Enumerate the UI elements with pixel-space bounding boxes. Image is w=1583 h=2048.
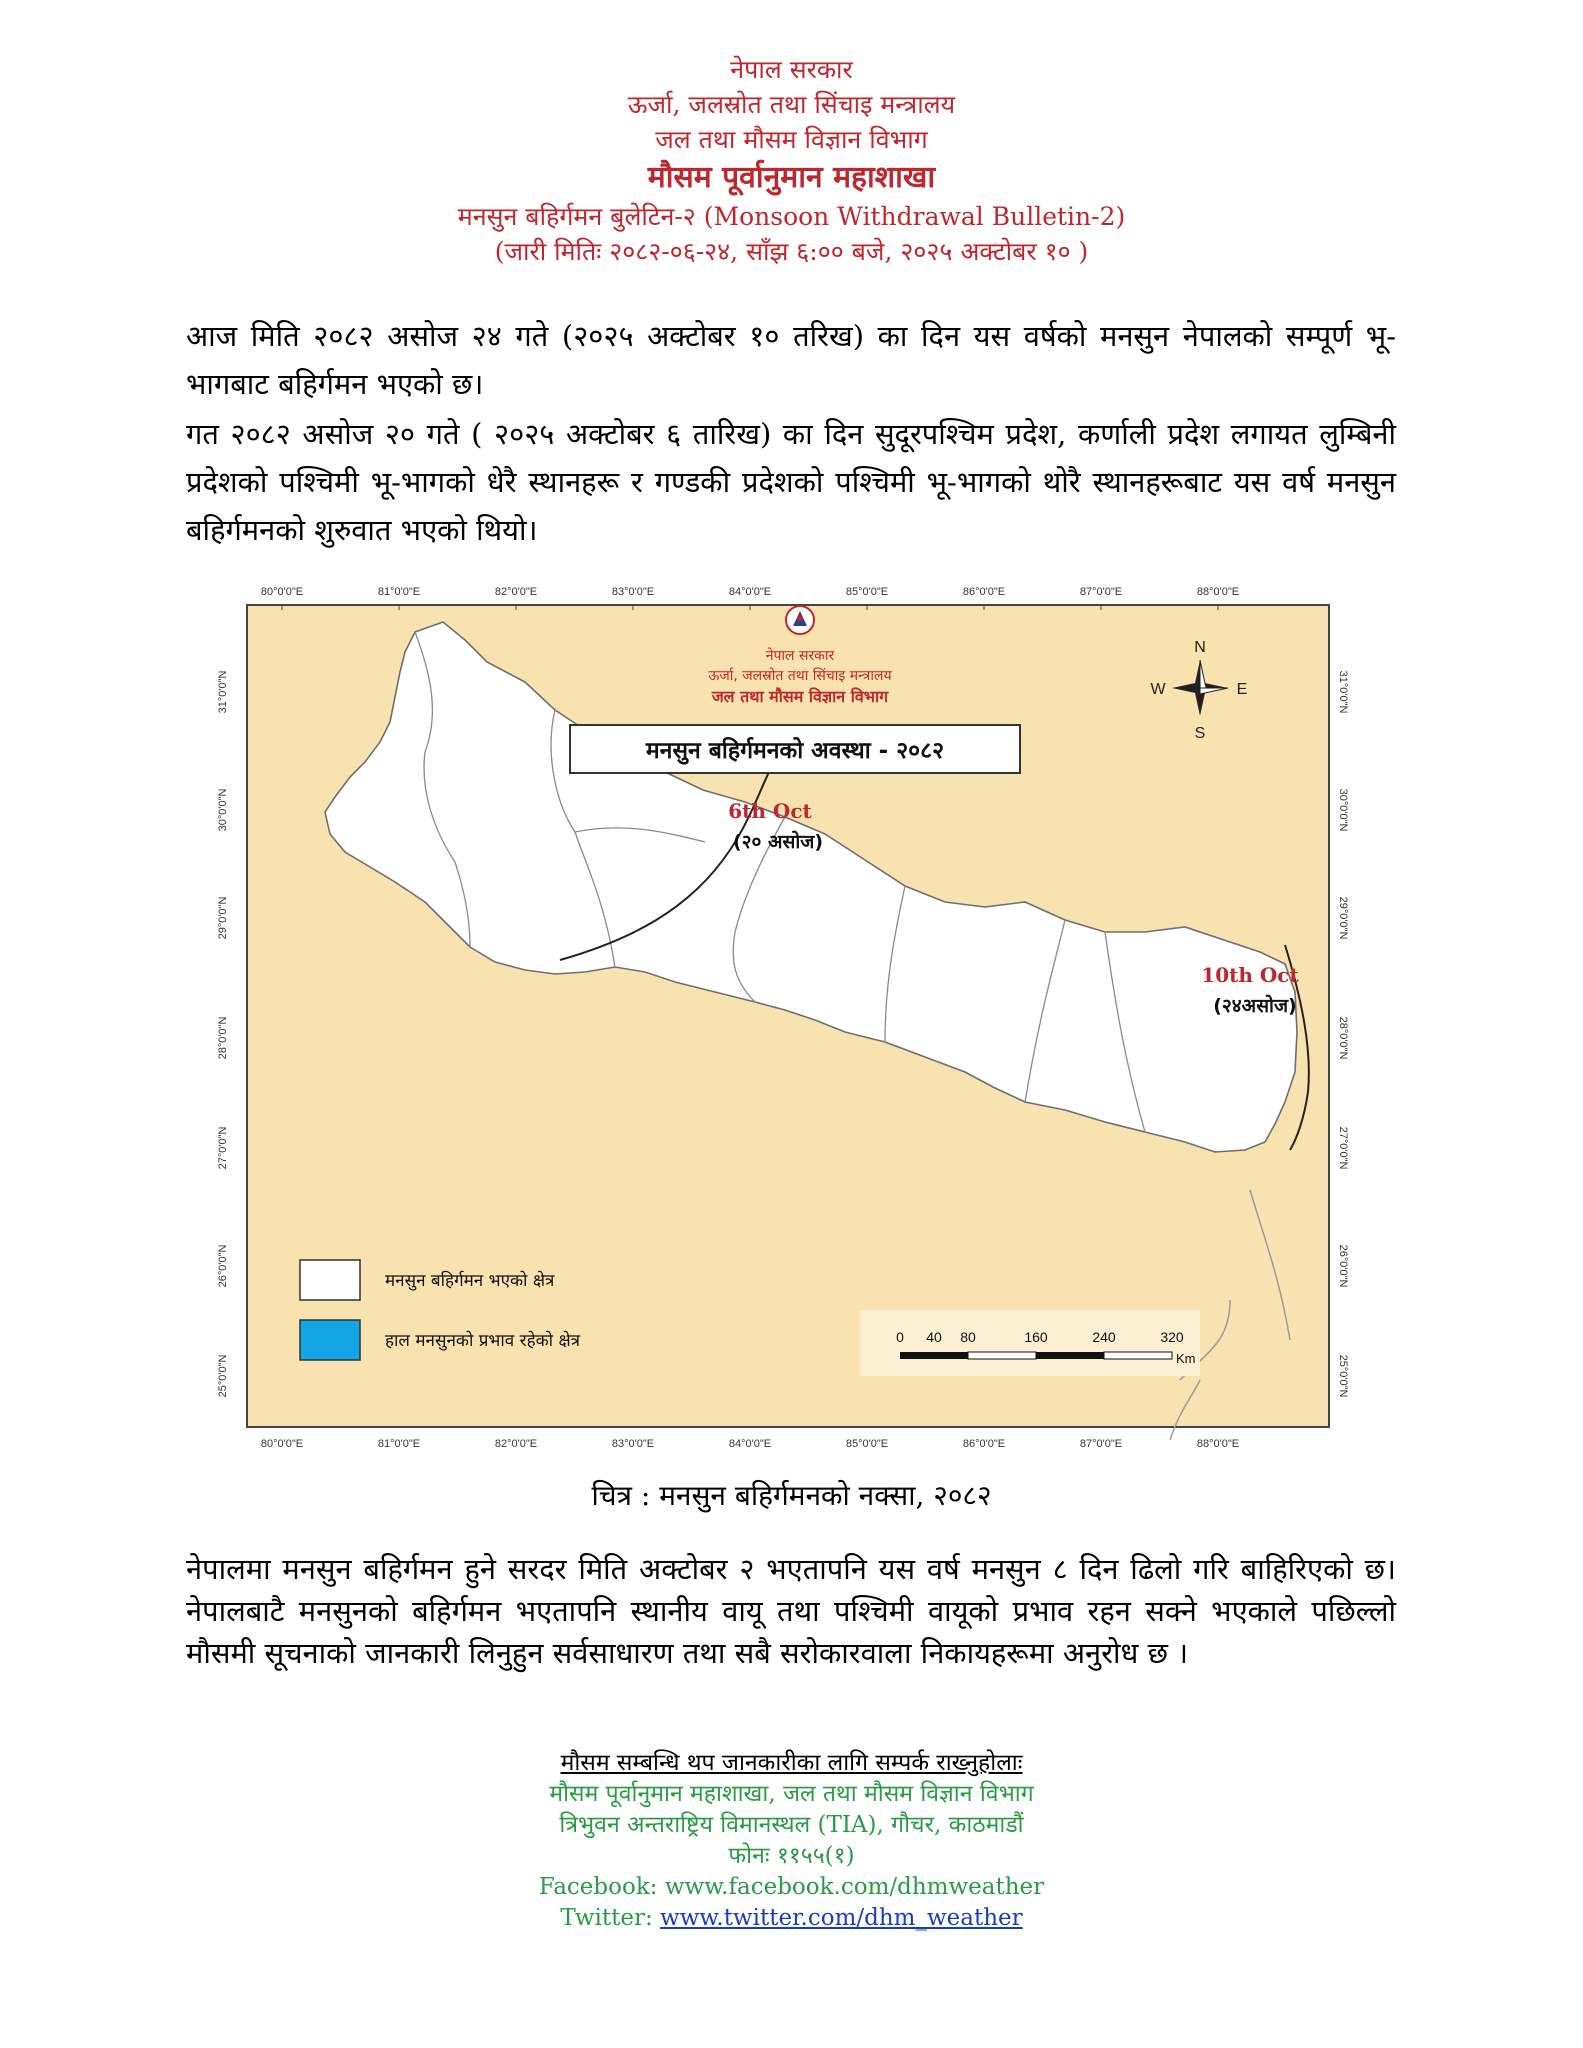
twitter-label: Twitter: xyxy=(560,1905,661,1931)
contact-footer xyxy=(0,1748,1583,1934)
paragraph-delay-advisory: नेपालमा मनसुन बहिर्गमन हुने सरदर मिति अक्टोबर २ भएतापनि यस वर्ष मनसुन ८ दिन ढिलो गरि बाहिरिएको छ। नेपालबाटै मनसुनको बहिर्गमन भएतापनि स्थानीय वायू तथा पश्चिमी वायूको प्रभाव रहन सक्ने भएकाले पछिल्लो मौसमी सूचनाको जानकारी लिनुहुन सर्वसाधारण तथा सबै सरोकारवाला निकायहरूमा अनुरोध छ । xyxy=(186,1552,1396,1670)
paragraph-withdrawal-start: गत २०८२ असोज २० गते ( २०२५ अक्टोबर ६ तारिख) का दिन सुदूरपश्चिम प्रदेश, कर्णाली प्रदेश लगायत लुम्बिनी प्रदेशको पश्चिमी भू-भागको धेरै स्थानहरू र गण्डकी प्रदेशको पश्चिमी भू-भागको थोरै स्थानहरूबाट यस वर्ष मनसुन बहिर्गमनको शुरुवात भएको थियो। xyxy=(186,417,1396,547)
lat-tick-left: 31°0'0"N xyxy=(217,670,229,714)
lat-tick-left: 25°0'0"N xyxy=(217,1354,229,1398)
lat-tick-right: 25°0'0"N xyxy=(1337,1354,1349,1398)
lon-tick-bottom: 84°0'0"E xyxy=(728,1438,772,1450)
lat-tick-left: 27°0'0"N xyxy=(217,1126,229,1170)
lon-tick-bottom: 88°0'0"E xyxy=(1196,1438,1240,1450)
svg-text:240: 240 xyxy=(1092,1329,1116,1345)
svg-text:W: W xyxy=(1150,681,1166,698)
lon-tick-bottom: 86°0'0"E xyxy=(962,1438,1006,1450)
svg-text:160: 160 xyxy=(1024,1329,1048,1345)
lat-tick-right: 31°0'0"N xyxy=(1337,670,1349,714)
monsoon-withdrawal-map xyxy=(170,580,1410,1480)
government-emblem-icon xyxy=(786,606,814,634)
issue-date: (जारी मितिः २०८२-०६-२४, साँझ ६:०० बजे, २०२५ अक्टोबर १० ) xyxy=(494,237,1089,266)
contact-twitter xyxy=(0,1903,1583,1934)
contact-address: त्रिभुवन अन्तराष्ट्रिय विमानस्थल (TIA), गौचर, काठमाडौं xyxy=(559,1812,1024,1838)
lon-tick-bottom: 85°0'0"E xyxy=(845,1438,889,1450)
lon-tick-top: 87°0'0"E xyxy=(1079,586,1123,598)
header-division: मौसम पूर्वानुमान महाशाखा xyxy=(647,160,936,195)
lat-tick-right: 29°0'0"N xyxy=(1337,896,1349,940)
lon-tick-bottom: 80°0'0"E xyxy=(260,1438,304,1450)
contact-office: मौसम पूर्वानुमान महाशाखा, जल तथा मौसम विज्ञान विभाग xyxy=(549,1781,1034,1807)
date-label-10-oct: 10th Oct xyxy=(1201,963,1299,987)
header-ministry: ऊर्जा, जलस्रोत तथा सिंचाइ मन्त्रालय xyxy=(627,90,956,119)
compass-rose-icon xyxy=(1150,639,1247,742)
svg-text:80: 80 xyxy=(960,1329,976,1345)
lon-tick-bottom: 87°0'0"E xyxy=(1079,1438,1123,1450)
lat-tick-left: 29°0'0"N xyxy=(217,896,229,940)
map-title: मनसुन बहिर्गमनको अवस्था - २०८२ xyxy=(645,738,945,764)
date-label-24-asoj: (२४असोज) xyxy=(1213,995,1297,1017)
legend-swatch-active xyxy=(300,1320,360,1360)
twitter-link[interactable]: www.twitter.com/dhm_weather xyxy=(660,1905,1023,1931)
lat-tick-right: 28°0'0"N xyxy=(1337,1016,1349,1060)
map-caption: चित्र : मनसुन बहिर्गमनको नक्सा, २०८२ xyxy=(591,1479,992,1512)
svg-text:S: S xyxy=(1194,725,1206,742)
map-org-ministry: ऊर्जा, जलस्रोत तथा सिंचाइ मन्त्रालय xyxy=(708,668,892,684)
map-org-government: नेपाल सरकार xyxy=(765,648,835,664)
lat-tick-right: 27°0'0"N xyxy=(1337,1126,1349,1170)
svg-text:320: 320 xyxy=(1160,1329,1184,1345)
paragraph-withdrawal-complete: आज मिति २०८२ असोज २४ गते (२०२५ अक्टोबर १० तरिख) का दिन यस वर्षको मनसुन नेपालको सम्पूर्ण भू-भागबाट बहिर्गमन भएको छ। xyxy=(186,319,1396,401)
lon-tick-top: 88°0'0"E xyxy=(1196,586,1240,598)
lon-tick-top: 83°0'0"E xyxy=(611,586,655,598)
lon-tick-top: 80°0'0"E xyxy=(260,586,304,598)
svg-text:0: 0 xyxy=(896,1329,904,1345)
lat-tick-right: 30°0'0"N xyxy=(1337,788,1349,832)
contact-phone: फोनः ११५५(१) xyxy=(728,1843,855,1869)
lon-tick-top: 84°0'0"E xyxy=(728,586,772,598)
contact-heading: मौसम सम्बन्धि थप जानकारीका लागि सम्पर्क राख्नुहोलाः xyxy=(560,1750,1023,1776)
contact-facebook: Facebook: www.facebook.com/dhmweather xyxy=(538,1874,1045,1900)
lat-tick-left: 28°0'0"N xyxy=(217,1016,229,1060)
lon-tick-bottom: 82°0'0"E xyxy=(494,1438,538,1450)
date-label-6-oct: 6th Oct xyxy=(728,799,812,823)
scale-bar xyxy=(860,1310,1200,1376)
header-department: जल तथा मौसम विज्ञान विभाग xyxy=(655,125,928,154)
legend-swatch-withdrawn xyxy=(300,1260,360,1300)
map-org-department: जल तथा मौसम विज्ञान विभाग xyxy=(711,687,889,706)
svg-text:N: N xyxy=(1194,639,1206,656)
lon-tick-top: 85°0'0"E xyxy=(845,586,889,598)
bulletin-title: मनसुन बहिर्गमन बुलेटिन-२ (Monsoon Withdrawal Bulletin-2) xyxy=(457,202,1126,231)
lat-tick-left: 30°0'0"N xyxy=(217,788,229,832)
lon-tick-top: 86°0'0"E xyxy=(962,586,1006,598)
lon-tick-bottom: 81°0'0"E xyxy=(377,1438,421,1450)
lon-tick-top: 81°0'0"E xyxy=(377,586,421,598)
svg-text:E: E xyxy=(1236,681,1248,698)
svg-text:40: 40 xyxy=(926,1329,942,1345)
lat-tick-left: 26°0'0"N xyxy=(217,1244,229,1288)
lon-tick-top: 82°0'0"E xyxy=(494,586,538,598)
lon-tick-bottom: 83°0'0"E xyxy=(611,1438,655,1450)
svg-text:Km: Km xyxy=(1176,1351,1196,1366)
legend-label-active: हाल मनसुनको प्रभाव रहेको क्षेत्र xyxy=(385,1331,581,1351)
bulletin-header xyxy=(0,52,1583,269)
date-label-20-asoj: (२० असोज) xyxy=(732,831,824,853)
lat-tick-right: 26°0'0"N xyxy=(1337,1244,1349,1288)
header-government: नेपाल सरकार xyxy=(730,55,853,84)
legend-label-withdrawn: मनसुन बहिर्गमन भएको क्षेत्र xyxy=(385,1271,555,1291)
